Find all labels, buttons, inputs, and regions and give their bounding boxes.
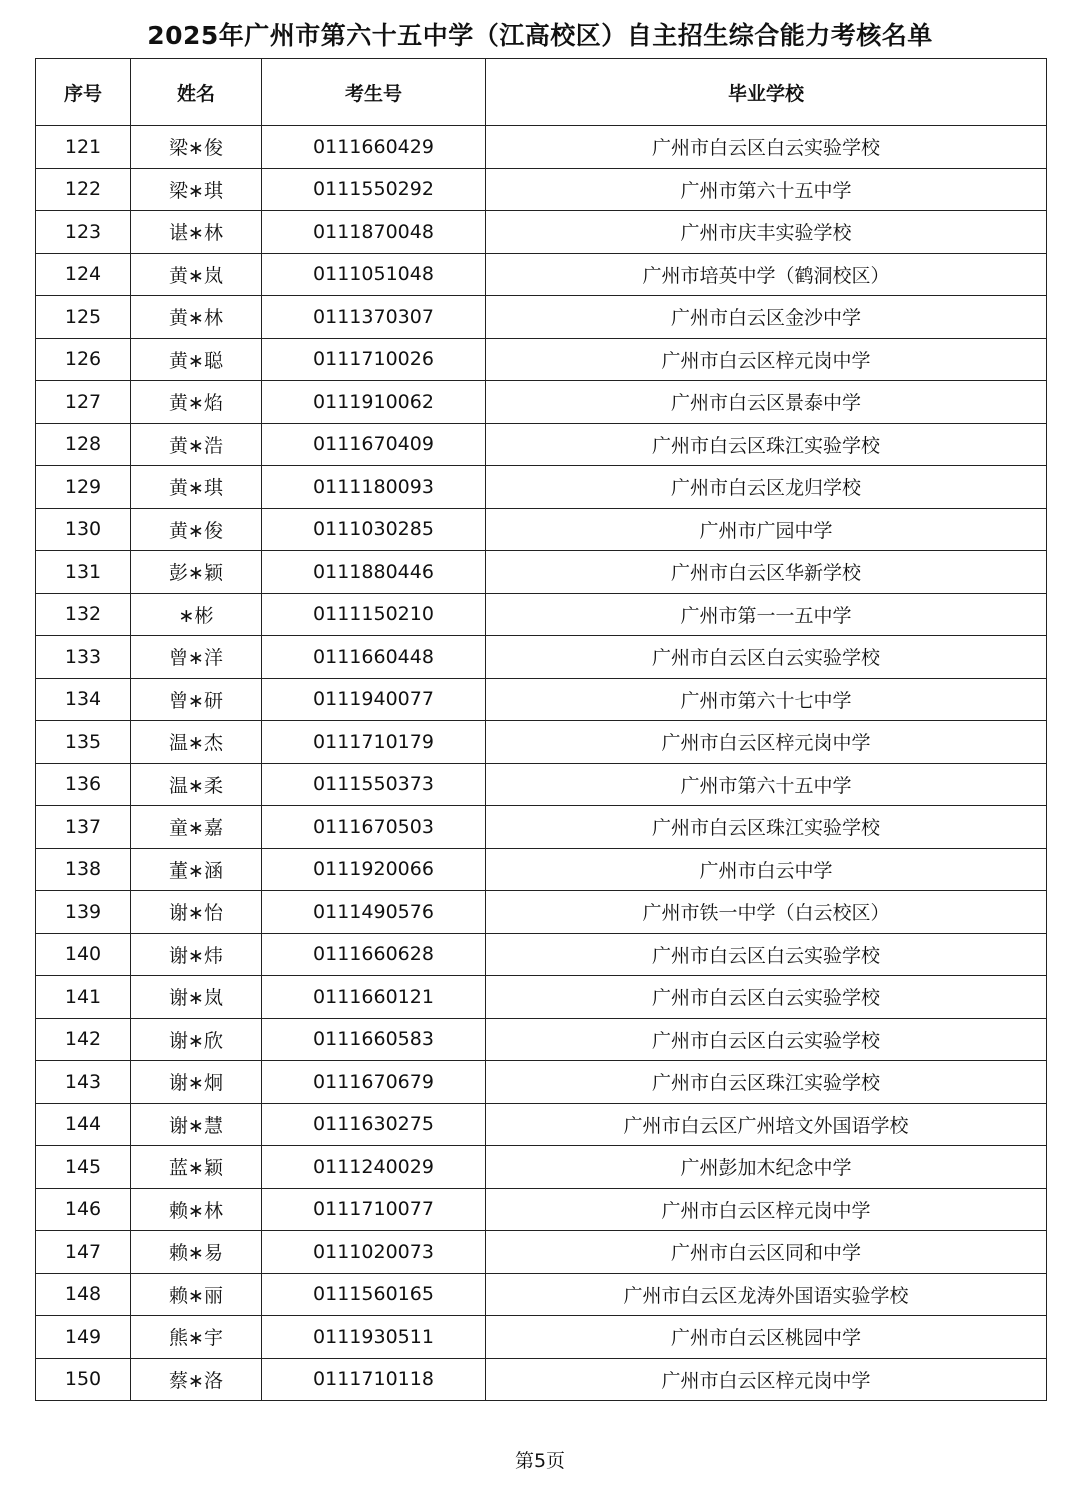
cell-school: 广州市白云区桃园中学	[486, 1316, 1047, 1359]
cell-name: 黄∗俊	[131, 508, 262, 551]
table-row	[36, 1188, 1047, 1231]
cell-school: 广州市白云区珠江实验学校	[486, 1061, 1047, 1104]
cell-seq: 147	[36, 1231, 131, 1274]
cell-seq: 146	[36, 1188, 131, 1231]
cell-exam-id: 0111660448	[262, 636, 486, 679]
header-name: 姓名	[131, 59, 262, 126]
table-row	[36, 1231, 1047, 1274]
cell-exam-id: 0111560165	[262, 1273, 486, 1316]
cell-seq: 140	[36, 933, 131, 976]
cell-seq: 145	[36, 1146, 131, 1189]
table-row	[36, 976, 1047, 1019]
table-row	[36, 1103, 1047, 1146]
cell-name: 谢∗炯	[131, 1061, 262, 1104]
table-row	[36, 678, 1047, 721]
table-row	[36, 763, 1047, 806]
cell-name: 梁∗俊	[131, 126, 262, 169]
cell-school: 广州市白云区梓元岗中学	[486, 1358, 1047, 1401]
table-body	[36, 126, 1047, 1401]
cell-seq: 149	[36, 1316, 131, 1359]
cell-name: 黄∗焰	[131, 381, 262, 424]
cell-school: 广州市白云区龙归学校	[486, 466, 1047, 509]
cell-exam-id: 0111920066	[262, 848, 486, 891]
cell-name: 赖∗林	[131, 1188, 262, 1231]
cell-name: 曾∗洋	[131, 636, 262, 679]
cell-name: 温∗柔	[131, 763, 262, 806]
cell-school: 广州市白云区白云实验学校	[486, 1018, 1047, 1061]
cell-seq: 128	[36, 423, 131, 466]
table-row	[36, 1146, 1047, 1189]
cell-school: 广州市白云区华新学校	[486, 551, 1047, 594]
cell-name: ∗彬	[131, 593, 262, 636]
cell-school: 广州市白云区白云实验学校	[486, 636, 1047, 679]
cell-exam-id: 0111660583	[262, 1018, 486, 1061]
cell-exam-id: 0111240029	[262, 1146, 486, 1189]
cell-name: 赖∗丽	[131, 1273, 262, 1316]
table-row	[36, 806, 1047, 849]
table-row	[36, 466, 1047, 509]
cell-exam-id: 0111150210	[262, 593, 486, 636]
admission-roster-table	[35, 58, 1047, 1401]
cell-exam-id: 0111550292	[262, 168, 486, 211]
cell-school: 广州市第六十五中学	[486, 763, 1047, 806]
cell-exam-id: 0111710179	[262, 721, 486, 764]
cell-name: 蔡∗洛	[131, 1358, 262, 1401]
cell-name: 曾∗研	[131, 678, 262, 721]
cell-school: 广州市白云区龙涛外国语实验学校	[486, 1273, 1047, 1316]
cell-school: 广州市白云区梓元岗中学	[486, 721, 1047, 764]
cell-seq: 144	[36, 1103, 131, 1146]
table-row	[36, 1358, 1047, 1401]
cell-name: 谢∗岚	[131, 976, 262, 1019]
cell-school: 广州市铁一中学（白云校区）	[486, 891, 1047, 934]
table-row	[36, 253, 1047, 296]
cell-seq: 122	[36, 168, 131, 211]
cell-school: 广州市白云区景泰中学	[486, 381, 1047, 424]
cell-seq: 138	[36, 848, 131, 891]
cell-name: 赖∗易	[131, 1231, 262, 1274]
document-title: 2025年广州市第六十五中学（江高校区）自主招生综合能力考核名单	[147, 21, 933, 50]
cell-seq: 130	[36, 508, 131, 551]
table-row	[36, 296, 1047, 339]
cell-seq: 123	[36, 211, 131, 254]
cell-name: 黄∗岚	[131, 253, 262, 296]
cell-name: 谌∗林	[131, 211, 262, 254]
cell-seq: 143	[36, 1061, 131, 1104]
cell-school: 广州彭加木纪念中学	[486, 1146, 1047, 1189]
cell-exam-id: 0111020073	[262, 1231, 486, 1274]
table-row	[36, 891, 1047, 934]
cell-seq: 139	[36, 891, 131, 934]
cell-exam-id: 0111490576	[262, 891, 486, 934]
cell-name: 谢∗炜	[131, 933, 262, 976]
header-seq: 序号	[36, 59, 131, 126]
table-row	[36, 211, 1047, 254]
cell-school: 广州市白云区白云实验学校	[486, 126, 1047, 169]
cell-exam-id: 0111870048	[262, 211, 486, 254]
cell-exam-id: 0111710118	[262, 1358, 486, 1401]
cell-exam-id: 0111710026	[262, 338, 486, 381]
table-row	[36, 551, 1047, 594]
cell-seq: 141	[36, 976, 131, 1019]
table-row	[36, 1273, 1047, 1316]
cell-seq: 135	[36, 721, 131, 764]
cell-school: 广州市白云区广州培文外国语学校	[486, 1103, 1047, 1146]
cell-seq: 137	[36, 806, 131, 849]
cell-name: 童∗嘉	[131, 806, 262, 849]
cell-school: 广州市白云区金沙中学	[486, 296, 1047, 339]
cell-exam-id: 0111180093	[262, 466, 486, 509]
cell-school: 广州市第一一五中学	[486, 593, 1047, 636]
table-header-row	[36, 59, 1047, 126]
cell-name: 蓝∗颖	[131, 1146, 262, 1189]
cell-seq: 129	[36, 466, 131, 509]
cell-exam-id: 0111670503	[262, 806, 486, 849]
cell-school: 广州市白云区同和中学	[486, 1231, 1047, 1274]
cell-seq: 126	[36, 338, 131, 381]
table-row	[36, 1061, 1047, 1104]
cell-name: 梁∗琪	[131, 168, 262, 211]
header-exam-id: 考生号	[262, 59, 486, 126]
cell-school: 广州市广园中学	[486, 508, 1047, 551]
cell-exam-id: 0111940077	[262, 678, 486, 721]
cell-seq: 136	[36, 763, 131, 806]
cell-seq: 132	[36, 593, 131, 636]
cell-exam-id: 0111670679	[262, 1061, 486, 1104]
cell-name: 黄∗林	[131, 296, 262, 339]
cell-seq: 124	[36, 253, 131, 296]
cell-seq: 134	[36, 678, 131, 721]
cell-name: 黄∗聪	[131, 338, 262, 381]
cell-seq: 121	[36, 126, 131, 169]
cell-school: 广州市白云中学	[486, 848, 1047, 891]
cell-name: 温∗杰	[131, 721, 262, 764]
cell-exam-id: 0111630275	[262, 1103, 486, 1146]
cell-exam-id: 0111660429	[262, 126, 486, 169]
cell-school: 广州市白云区梓元岗中学	[486, 338, 1047, 381]
table-row	[36, 508, 1047, 551]
cell-name: 谢∗慧	[131, 1103, 262, 1146]
table-row	[36, 593, 1047, 636]
cell-school: 广州市白云区梓元岗中学	[486, 1188, 1047, 1231]
table-row	[36, 381, 1047, 424]
cell-school: 广州市白云区白云实验学校	[486, 933, 1047, 976]
cell-seq: 133	[36, 636, 131, 679]
cell-name: 彭∗颖	[131, 551, 262, 594]
table-row	[36, 636, 1047, 679]
table-row	[36, 126, 1047, 169]
cell-school: 广州市白云区白云实验学校	[486, 976, 1047, 1019]
cell-name: 黄∗琪	[131, 466, 262, 509]
table-row	[36, 933, 1047, 976]
cell-exam-id: 0111710077	[262, 1188, 486, 1231]
cell-exam-id: 0111930511	[262, 1316, 486, 1359]
cell-seq: 127	[36, 381, 131, 424]
cell-exam-id: 0111370307	[262, 296, 486, 339]
cell-seq: 125	[36, 296, 131, 339]
cell-exam-id: 0111910062	[262, 381, 486, 424]
cell-school: 广州市庆丰实验学校	[486, 211, 1047, 254]
cell-exam-id: 0111880446	[262, 551, 486, 594]
cell-school: 广州市白云区珠江实验学校	[486, 806, 1047, 849]
cell-exam-id: 0111660121	[262, 976, 486, 1019]
cell-seq: 131	[36, 551, 131, 594]
cell-name: 谢∗怡	[131, 891, 262, 934]
table-row	[36, 848, 1047, 891]
table-row	[36, 721, 1047, 764]
page-number: 第5页	[514, 1450, 566, 1472]
cell-school: 广州市第六十七中学	[486, 678, 1047, 721]
header-school: 毕业学校	[486, 59, 1047, 126]
cell-seq: 148	[36, 1273, 131, 1316]
cell-name: 黄∗浩	[131, 423, 262, 466]
cell-name: 董∗涵	[131, 848, 262, 891]
table-row	[36, 338, 1047, 381]
table-row	[36, 1316, 1047, 1359]
cell-name: 谢∗欣	[131, 1018, 262, 1061]
table-row	[36, 423, 1047, 466]
table-row	[36, 168, 1047, 211]
cell-school: 广州市第六十五中学	[486, 168, 1047, 211]
cell-seq: 150	[36, 1358, 131, 1401]
cell-exam-id: 0111660628	[262, 933, 486, 976]
cell-school: 广州市白云区珠江实验学校	[486, 423, 1047, 466]
cell-school: 广州市培英中学（鹤洞校区）	[486, 253, 1047, 296]
table-row	[36, 1018, 1047, 1061]
cell-name: 熊∗宇	[131, 1316, 262, 1359]
cell-exam-id: 0111030285	[262, 508, 486, 551]
cell-exam-id: 0111670409	[262, 423, 486, 466]
cell-exam-id: 0111550373	[262, 763, 486, 806]
cell-exam-id: 0111051048	[262, 253, 486, 296]
cell-seq: 142	[36, 1018, 131, 1061]
